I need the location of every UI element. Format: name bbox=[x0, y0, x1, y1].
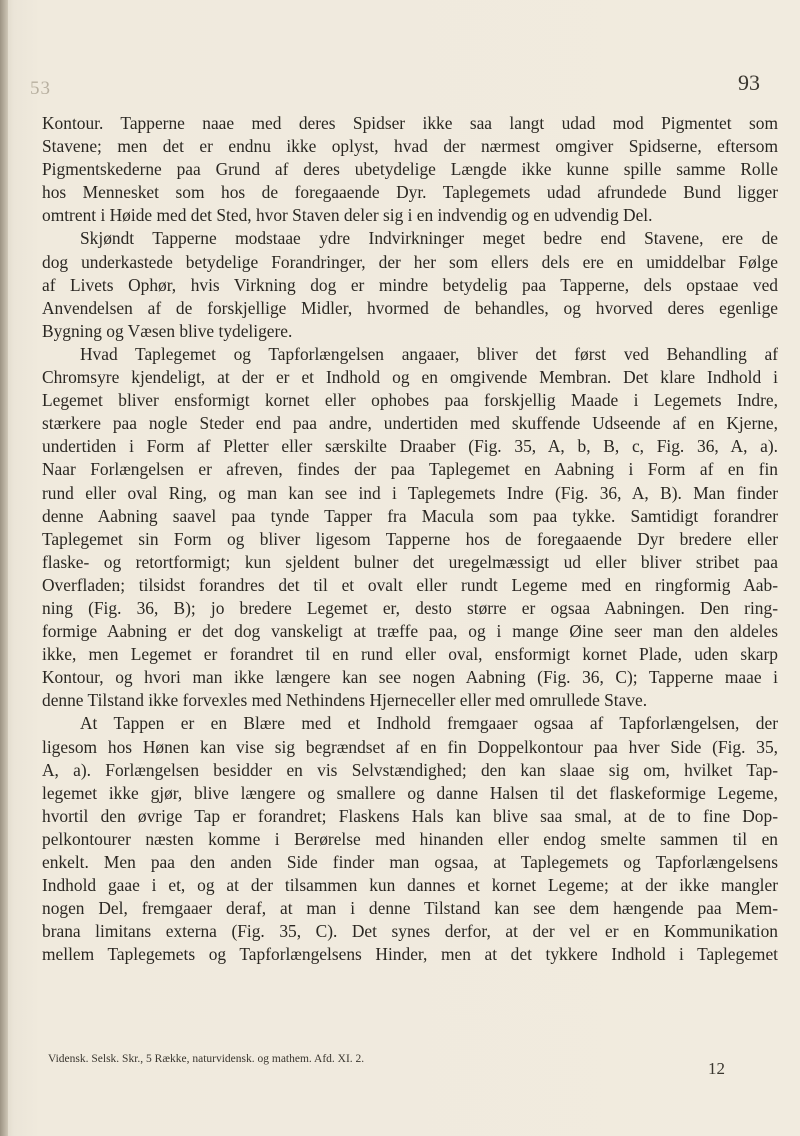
text-line: pelkontourer næsten komme i Berørelse med hinanden eller endog smelte sammen til en bbox=[42, 828, 778, 849]
text-line: dog underkastede betydelige Forandringer, der her som ellers dels ere en umiddelbar Følge bbox=[42, 251, 778, 272]
text-line: hos Mennesket som hos de foregaaende Dyr. Taplegemets udad afrundede Bund ligger bbox=[42, 182, 778, 203]
text-line: ligesom hos Hønen kan vise sig begrændset af en fin Doppelkontour paa hver Side (Fig. 35, bbox=[42, 736, 778, 757]
text-line: Pigmentskederne paa Grund af deres ubetydelige Længde ikke kunne spille samme Rolle bbox=[42, 159, 778, 180]
text-line: stærkere paa nogle Steder end paa andre, undertiden med skuffende Udseende af en Kjerne, bbox=[42, 413, 778, 434]
text-line: Kontour. Tapperne naae med deres Spidser ikke saa langt udad mod Pigmentet som bbox=[42, 113, 778, 133]
text-line: brana limitans externa (Fig. 35, C). Det synes derfor, at der vel er en Kommunikation bbox=[42, 921, 778, 942]
text-line: formige Aabning er det dog vanskeligt at træffe paa, og i mange Øine seer man den aldeles bbox=[42, 621, 778, 642]
text-line: Anvendelsen af de forskjellige Midler, hvormed de behandles, og hvorved deres egenlige bbox=[42, 297, 778, 318]
page-footer bbox=[48, 1053, 776, 1078]
signature-mark: 12 bbox=[708, 1059, 725, 1078]
text-line: omtrent i Høide med det Sted, hvor Staven deler sig i en indvendig og en udvendig Del. bbox=[42, 205, 653, 226]
body-text bbox=[42, 112, 778, 966]
text-line: mellem Taplegemets og Tapforlængelsens Hinder, men at det tykkere Indhold i Taplegemet bbox=[42, 944, 778, 965]
text-line: Overfladen; tilsidst forandres det til et ovalt eller rundt Legeme med en ringformig Aab- bbox=[42, 574, 778, 595]
text-line: Skjøndt Tapperne modstaae ydre Indvirkninger meget bedre end Stavene, ere de bbox=[80, 228, 778, 249]
text-line: At Tappen er en Blære med et Indhold fremgaaer ogsaa af Tapforlængelsen, der bbox=[80, 713, 778, 734]
text-line: Naar Forlængelsen er afreven, findes der paa Taplegemet en Aabning i Form af en fin bbox=[42, 459, 778, 480]
text-line: denne Tilstand ikke forvexles med Nethindens Hjerneceller eller med omrullede Stave. bbox=[42, 690, 648, 711]
text-line: undertiden i Form af Pletter eller særskilte Draaber (Fig. 35, A, b, B, c, Fig. 36, A, a). bbox=[42, 436, 778, 457]
text-line: denne Aabning saavel paa tynde Tapper fra Macula som paa tykke. Samtidigt forandrer bbox=[42, 505, 778, 526]
text-line: Bygning og Væsen blive tydeligere. bbox=[42, 320, 293, 341]
text-line: Hvad Taplegemet og Tapforlængelsen angaaer, bliver det først ved Behandling af bbox=[80, 343, 778, 364]
text-line: Kontour, og hvori man ikke længere kan see nogen Aabning (Fig. 36, C); Tapperne maae i bbox=[42, 667, 778, 688]
page-number: 93 bbox=[738, 70, 760, 95]
text-line: Stavene; men det er endnu ikke oplyst, hvad der nærmest omgiver Spidserne, eftersom bbox=[42, 136, 778, 157]
text-line: flaske- og retortformigt; kun sjeldent bulner det uregelmæssigt ud eller bliver stribet paa bbox=[42, 551, 778, 572]
faded-page-number: 53 bbox=[30, 78, 51, 99]
text-line: ikke, men Legemet er forandret til en rund eller oval, ensformigt kornet Plade, uden skarp bbox=[42, 644, 778, 665]
text-line: Taplegemet sin Form og bliver ligesom Tapperne hos de foregaaende Dyr bredere eller bbox=[42, 528, 778, 549]
text-line: Legemet bliver ensformigt kornet eller ophobes paa forskjellig Maade i Legemets Indre, bbox=[42, 390, 778, 411]
text-line: legemet ikke gjør, blive længere og smallere og danne Halsen til det flaskeformige Legeme, bbox=[42, 782, 778, 803]
text-line: af Livets Ophør, hvis Virkning dog er mindre betydelig paa Tapperne, dels opstaae ved bbox=[42, 274, 778, 295]
text-line: Indhold gaae i et, og at der tilsammen kun dannes et kornet Legeme; at der ikke mangler bbox=[42, 875, 778, 896]
footer-publication-note: Vidensk. Selsk. Skr., 5 Række, naturvidensk. og mathem. Afd. XI. 2. bbox=[48, 1053, 365, 1065]
text-line: enkelt. Men paa den anden Side finder man ogsaa, at Taplegemets og Tapforlængelsens bbox=[42, 852, 778, 872]
text-line: ning (Fig. 36, B); jo bredere Legemet er, desto større er ogsaa Aabningen. Den ring- bbox=[42, 597, 778, 618]
text-line: hvortil den øvrige Tap er forandret; Flaskens Hals kan blive saa smal, at de to fine Dop- bbox=[42, 805, 778, 826]
text-line: nogen Del, fremgaaer deraf, at man i denne Tilstand kan see dem hængende paa Mem- bbox=[42, 898, 778, 919]
text-line: A, a). Forlængelsen besidder en vis Selvstændighed; den kan slaae sig om, hvilket Tap- bbox=[42, 759, 778, 780]
page-spine-edge bbox=[0, 0, 8, 1136]
text-line: rund eller oval Ring, og man kan see ind i Taplegemets Indre (Fig. 36, A, B). Man finder bbox=[42, 482, 778, 503]
text-line: Chromsyre kjendeligt, at der er et Indhold og en omgivende Membran. Det klare Indhold i bbox=[42, 367, 778, 388]
